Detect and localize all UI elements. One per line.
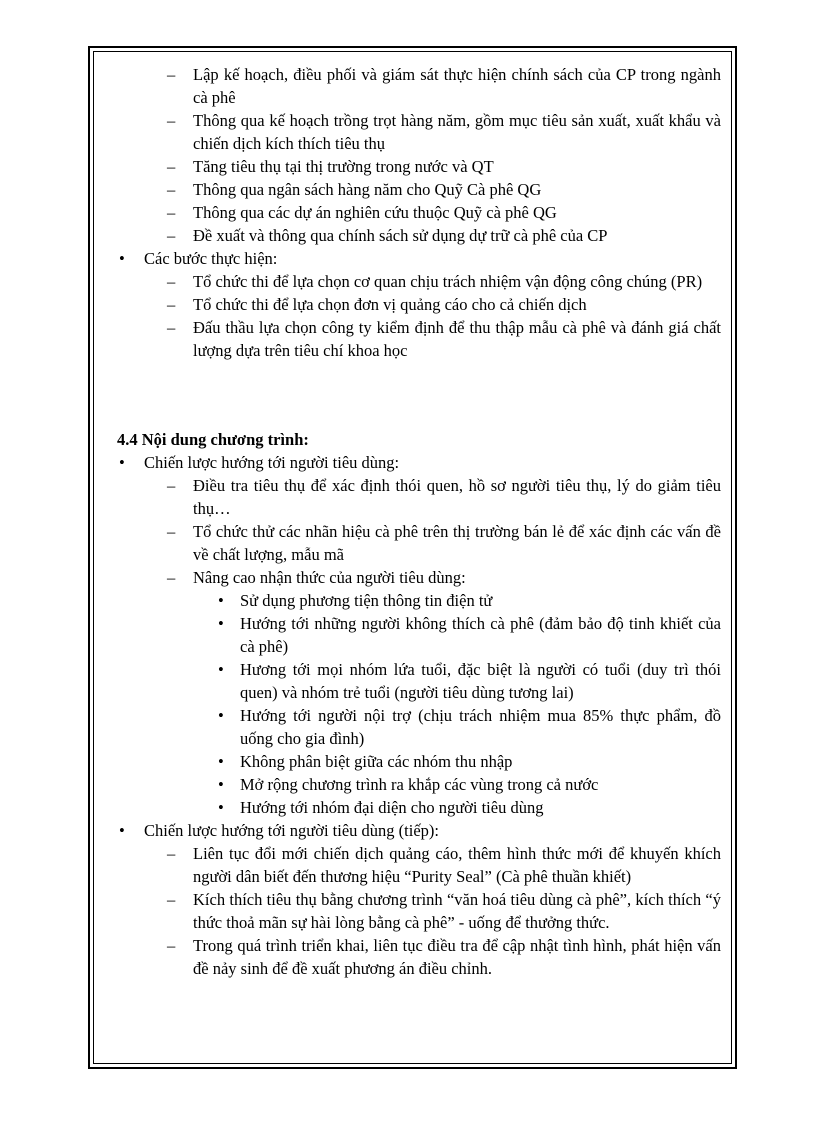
awareness-list bbox=[117, 589, 721, 819]
list-item: – Đề xuất và thông qua chính sách sử dụng dự trữ cà phê của CP bbox=[167, 226, 608, 245]
list-item bbox=[117, 247, 721, 270]
dash-marker: – bbox=[167, 295, 176, 314]
bullet-marker: • bbox=[119, 821, 125, 840]
list-item: – Tổ chức thi để lựa chọn đơn vị quảng cáo cho cả chiến dịch bbox=[167, 295, 587, 314]
list-item: • Hướng tới người nội trợ (chịu trách nhiệm mua 85% thực phẩm, đồ uống cho gia đình) bbox=[218, 706, 721, 748]
steps-list bbox=[117, 270, 721, 362]
dash-marker: – bbox=[167, 844, 176, 863]
steps-section bbox=[117, 247, 721, 270]
bullet-marker: • bbox=[218, 660, 224, 679]
list-item: • Sử dụng phương tiện thông tin điện tử bbox=[218, 591, 493, 610]
dash-marker: – bbox=[167, 180, 176, 199]
list-item: – Điều tra tiêu thụ để xác định thói quen, hồ sơ người tiêu thụ, lý do giảm tiêu thụ… bbox=[167, 476, 721, 518]
dash-marker: – bbox=[167, 111, 176, 130]
list-item: – Nâng cao nhận thức của người tiêu dùng: bbox=[167, 568, 466, 587]
dash-marker: – bbox=[167, 318, 176, 337]
list-item: – Tổ chức thi để lựa chọn cơ quan chịu trách nhiệm vận động công chúng (PR) bbox=[167, 272, 703, 291]
section-heading: 4.4 Nội dung chương trình: bbox=[117, 430, 309, 449]
strategy2-list bbox=[117, 842, 721, 980]
strategy2-section bbox=[117, 819, 721, 842]
strategy1-list bbox=[117, 474, 721, 589]
bullet-marker: • bbox=[218, 775, 224, 794]
dash-marker: – bbox=[167, 226, 176, 245]
strategy2-label: Chiến lược hướng tới người tiêu dùng (tiếp): bbox=[144, 821, 439, 840]
list-item: • Hướng tới những người không thích cà phê (đảm bảo độ tinh khiết của cà phê) bbox=[218, 614, 721, 656]
dash-marker: – bbox=[167, 203, 176, 222]
list-item: – Thông qua các dự án nghiên cứu thuộc Quỹ cà phê QG bbox=[167, 203, 557, 222]
list-item: – Kích thích tiêu thụ bằng chương trình “văn hoá tiêu dùng cà phê”, kích thích “ý thức thoả mãn sự hài lòng bằng cà phê” - uống để thưởng thức. bbox=[167, 890, 721, 932]
list-item bbox=[117, 451, 721, 474]
bullet-marker: • bbox=[218, 614, 224, 633]
bullet-marker: • bbox=[218, 706, 224, 725]
list-item: – Đấu thầu lựa chọn công ty kiểm định để thu thập mẫu cà phê và đánh giá chất lượng dựa trên tiêu chí khoa học bbox=[167, 318, 721, 360]
list-item: – Trong quá trình triển khai, liên tục điều tra để cập nhật tình hình, phát hiện vấn đề nảy sinh để đề xuất phương án điều chỉnh. bbox=[167, 936, 721, 978]
dash-marker: – bbox=[167, 476, 176, 495]
bullet-marker: • bbox=[119, 453, 125, 472]
list-item: – Thông qua ngân sách hàng năm cho Quỹ Cà phê QG bbox=[167, 180, 542, 199]
dash-marker: – bbox=[167, 157, 176, 176]
list-item: – Liên tục đổi mới chiến dịch quảng cáo, thêm hình thức mới để khuyến khích người dân biết đến thương hiệu “Purity Seal” (Cà phê thuần khiết) bbox=[167, 844, 721, 886]
policy-list bbox=[117, 63, 721, 247]
bullet-marker: • bbox=[218, 591, 224, 610]
bullet-marker: • bbox=[119, 249, 125, 268]
strategy1-section bbox=[117, 451, 721, 474]
dash-marker: – bbox=[167, 568, 176, 587]
strategy1-label: Chiến lược hướng tới người tiêu dùng: bbox=[144, 453, 400, 472]
bullet-marker: • bbox=[218, 752, 224, 771]
list-item: • Hương tới mọi nhóm lứa tuổi, đặc biệt là người có tuổi (duy trì thói quen) và nhóm trẻ tuổi (người tiêu dùng tương lai) bbox=[218, 660, 721, 702]
dash-marker: – bbox=[167, 522, 176, 541]
dash-marker: – bbox=[167, 936, 176, 955]
dash-marker: – bbox=[167, 890, 176, 909]
list-item bbox=[117, 819, 721, 842]
list-item: • Không phân biệt giữa các nhóm thu nhập bbox=[218, 752, 513, 771]
list-item: – Tổ chức thử các nhãn hiệu cà phê trên thị trường bán lẻ để xác định các vấn đề về chất lượng, mẫu mã bbox=[167, 522, 721, 564]
list-item: – Thông qua kế hoạch trồng trọt hàng năm, gồm mục tiêu sản xuất, xuất khẩu và chiến dịch kích thích tiêu thụ bbox=[167, 111, 721, 153]
list-item: • Mở rộng chương trình ra khắp các vùng trong cả nước bbox=[218, 775, 599, 794]
list-item: • Hướng tới nhóm đại diện cho người tiêu dùng bbox=[218, 798, 544, 817]
steps-label: Các bước thực hiện: bbox=[144, 249, 278, 268]
bullet-marker: • bbox=[218, 798, 224, 817]
dash-marker: – bbox=[167, 272, 176, 291]
dash-marker: – bbox=[167, 65, 176, 84]
spacer bbox=[117, 362, 721, 428]
list-item: – Tăng tiêu thụ tại thị trường trong nước và QT bbox=[167, 157, 494, 176]
document-body bbox=[117, 63, 721, 980]
list-item: – Lập kế hoạch, điều phối và giám sát thực hiện chính sách của CP trong ngành cà phê bbox=[167, 65, 721, 107]
